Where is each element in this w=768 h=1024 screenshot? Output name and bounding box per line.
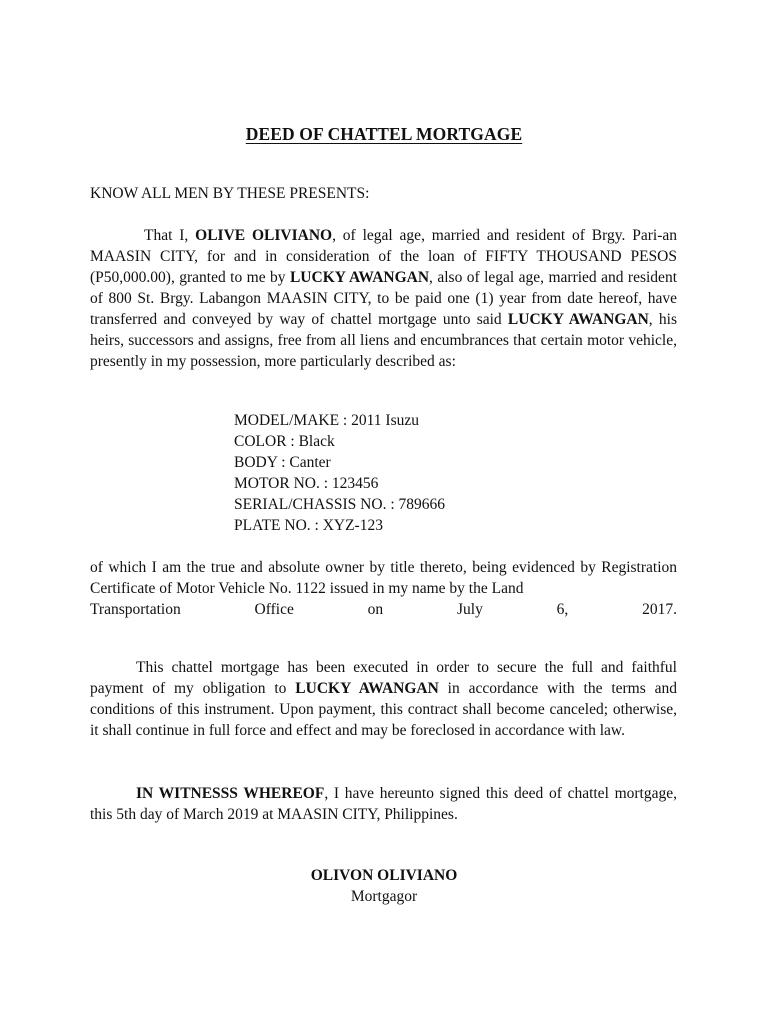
- vehicle-body: BODY : Canter: [234, 454, 331, 471]
- vehicle-chassis-no: SERIAL/CHASSIS NO. : 789666: [234, 496, 445, 513]
- paragraph-ownership: [90, 557, 677, 620]
- paragraph-witness: [90, 783, 677, 825]
- vehicle-plate-no: PLATE NO. : XYZ-123: [234, 517, 383, 534]
- vehicle-model: MODEL/MAKE : 2011 Isuzu: [234, 412, 419, 429]
- paragraph-text: That I,: [144, 227, 196, 244]
- paragraph-text: in accordance with the terms and conditions of this instrument. Upon payment, this contract shall become canceled; otherwise, it shall continue in full force and effect and may be foreclosed in accordance with law.: [90, 680, 677, 739]
- mortgagee-name: LUCKY AWANGAN: [289, 269, 430, 286]
- paragraph-text: , his heirs, successors and assigns, free from all liens and encumbrances that certain motor vehicle, presently in my possession, more particularly described as:: [90, 311, 677, 370]
- signatory-name-text: OLIVON OLIVIANO: [310, 867, 458, 884]
- paragraph-text: This chattel mortgage has been executed in order to secure the full and faithful payment of my obligation to: [90, 659, 677, 697]
- salutation: KNOW ALL MEN BY THESE PRESENTS:: [90, 185, 370, 202]
- signatory-name: [0, 865, 768, 886]
- paragraph-purpose: [90, 657, 677, 741]
- mortgagee-name: LUCKY AWANGAN: [507, 311, 649, 328]
- paragraph-text: , also of legal age, married and resident of 800 St. Brgy. Labangon MAASIN CITY, to be paid one (1) year from date hereof, have transferred and conveyed by way of chattel mortgage unto said: [90, 269, 677, 328]
- document-title: DEED OF CHATTEL MORTGAGE: [245, 124, 523, 144]
- signatory-role: Mortgagor: [350, 888, 418, 905]
- paragraph-parties: [90, 225, 677, 372]
- mortgagor-name: OLIVE OLIVIANO: [195, 227, 333, 244]
- mortgagee-name: LUCKY AWANGAN: [295, 680, 439, 697]
- vehicle-description: [234, 410, 445, 536]
- paragraph-text: , of legal age, married and resident of Brgy. Pari-an MAASIN CITY, for and in consideration of the loan of FIFTY THOUSAND PESOS (P50,000.00), granted to me by: [90, 227, 677, 286]
- vehicle-motor-no: MOTOR NO. : 123456: [234, 475, 379, 492]
- paragraph-text: , I have hereunto signed this deed of chattel mortgage, this 5th day of March 2019 at MAASIN CITY, Philippines.: [90, 785, 677, 823]
- witness-lead: IN WITNESSS WHEREOF: [136, 785, 325, 802]
- vehicle-color: COLOR : Black: [234, 433, 335, 450]
- paragraph-text: of which I am the true and absolute owner by title thereto, being evidenced by Registration Certificate of Motor Vehicle No. 1122 issued in my name by the Land: [90, 559, 677, 597]
- paragraph-text: Transportation Office on July 6, 2017.: [90, 601, 677, 618]
